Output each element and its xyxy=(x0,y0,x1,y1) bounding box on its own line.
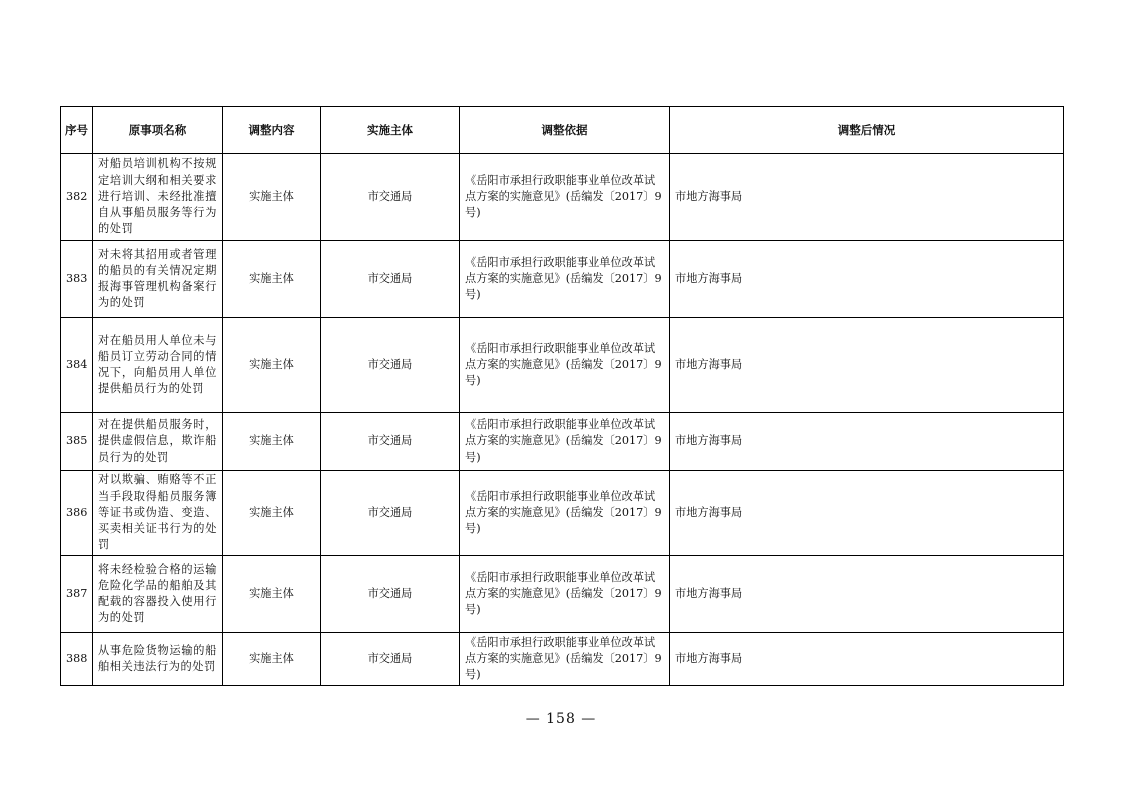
row-item-name: 对以欺骗、贿赂等不正当手段取得船员服务簿等证书或伪造、变造、买卖相关证书行为的处罚 xyxy=(93,471,223,556)
header-serial-number: 序号 xyxy=(61,107,93,154)
row-adjustment-basis: 《岳阳市承担行政职能事业单位改革试点方案的实施意见》(岳编发〔2017〕9号) xyxy=(460,318,670,413)
row-item-name: 对在船员用人单位未与船员订立劳动合同的情况下，向船员用人单位提供船员行为的处罚 xyxy=(93,318,223,413)
row-post-adjustment-status: 市地方海事局 xyxy=(670,413,1064,471)
row-adjustment-basis: 《岳阳市承担行政职能事业单位改革试点方案的实施意见》(岳编发〔2017〕9号) xyxy=(460,241,670,318)
row-adjustment-content: 实施主体 xyxy=(223,633,321,686)
row-adjustment-basis: 《岳阳市承担行政职能事业单位改革试点方案的实施意见》(岳编发〔2017〕9号) xyxy=(460,633,670,686)
row-number: 385 xyxy=(61,413,93,471)
header-post-adjustment-status: 调整后情况 xyxy=(670,107,1064,154)
header-adjustment-basis: 调整依据 xyxy=(460,107,670,154)
row-number: 383 xyxy=(61,241,93,318)
row-post-adjustment-status: 市地方海事局 xyxy=(670,471,1064,556)
row-item-name: 将未经检验合格的运输危险化学品的船舶及其配载的容器投入使用行为的处罚 xyxy=(93,556,223,633)
header-implementing-body: 实施主体 xyxy=(321,107,460,154)
table-header-row xyxy=(61,107,1064,154)
row-adjustment-content: 实施主体 xyxy=(223,154,321,241)
row-item-name: 对船员培训机构不按规定培训大纲和相关要求进行培训、未经批准擅自从事船员服务等行为的处罚 xyxy=(93,154,223,241)
row-adjustment-content: 实施主体 xyxy=(223,556,321,633)
row-implementing-body: 市交通局 xyxy=(321,633,460,686)
row-implementing-body: 市交通局 xyxy=(321,471,460,556)
row-adjustment-basis: 《岳阳市承担行政职能事业单位改革试点方案的实施意见》(岳编发〔2017〕9号) xyxy=(460,413,670,471)
table-row xyxy=(61,154,1064,241)
table-row xyxy=(61,241,1064,318)
row-number: 384 xyxy=(61,318,93,413)
table-row xyxy=(61,318,1064,413)
row-post-adjustment-status: 市地方海事局 xyxy=(670,318,1064,413)
row-implementing-body: 市交通局 xyxy=(321,318,460,413)
header-adjustment-content: 调整内容 xyxy=(223,107,321,154)
row-number: 387 xyxy=(61,556,93,633)
table-row xyxy=(61,633,1064,686)
page-number: — 158 — xyxy=(525,711,597,727)
row-item-name: 从事危险货物运输的船舶相关违法行为的处罚 xyxy=(93,633,223,686)
adjustment-table xyxy=(60,106,1064,686)
row-adjustment-content: 实施主体 xyxy=(223,241,321,318)
row-post-adjustment-status: 市地方海事局 xyxy=(670,154,1064,241)
table-row xyxy=(61,471,1064,556)
row-adjustment-content: 实施主体 xyxy=(223,318,321,413)
row-implementing-body: 市交通局 xyxy=(321,154,460,241)
row-post-adjustment-status: 市地方海事局 xyxy=(670,556,1064,633)
table-row xyxy=(61,413,1064,471)
row-adjustment-basis: 《岳阳市承担行政职能事业单位改革试点方案的实施意见》(岳编发〔2017〕9号) xyxy=(460,471,670,556)
row-number: 388 xyxy=(61,633,93,686)
row-post-adjustment-status: 市地方海事局 xyxy=(670,633,1064,686)
row-adjustment-basis: 《岳阳市承担行政职能事业单位改革试点方案的实施意见》(岳编发〔2017〕9号) xyxy=(460,556,670,633)
row-implementing-body: 市交通局 xyxy=(321,556,460,633)
row-adjustment-basis: 《岳阳市承担行政职能事业单位改革试点方案的实施意见》(岳编发〔2017〕9号) xyxy=(460,154,670,241)
row-number: 382 xyxy=(61,154,93,241)
row-implementing-body: 市交通局 xyxy=(321,241,460,318)
row-adjustment-content: 实施主体 xyxy=(223,413,321,471)
row-number: 386 xyxy=(61,471,93,556)
row-adjustment-content: 实施主体 xyxy=(223,471,321,556)
header-original-item-name: 原事项名称 xyxy=(93,107,223,154)
row-item-name: 对未将其招用或者管理的船员的有关情况定期报海事管理机构备案行为的处罚 xyxy=(93,241,223,318)
table-row xyxy=(61,556,1064,633)
row-item-name: 对在提供船员服务时，提供虚假信息，欺诈船员行为的处罚 xyxy=(93,413,223,471)
row-implementing-body: 市交通局 xyxy=(321,413,460,471)
row-post-adjustment-status: 市地方海事局 xyxy=(670,241,1064,318)
